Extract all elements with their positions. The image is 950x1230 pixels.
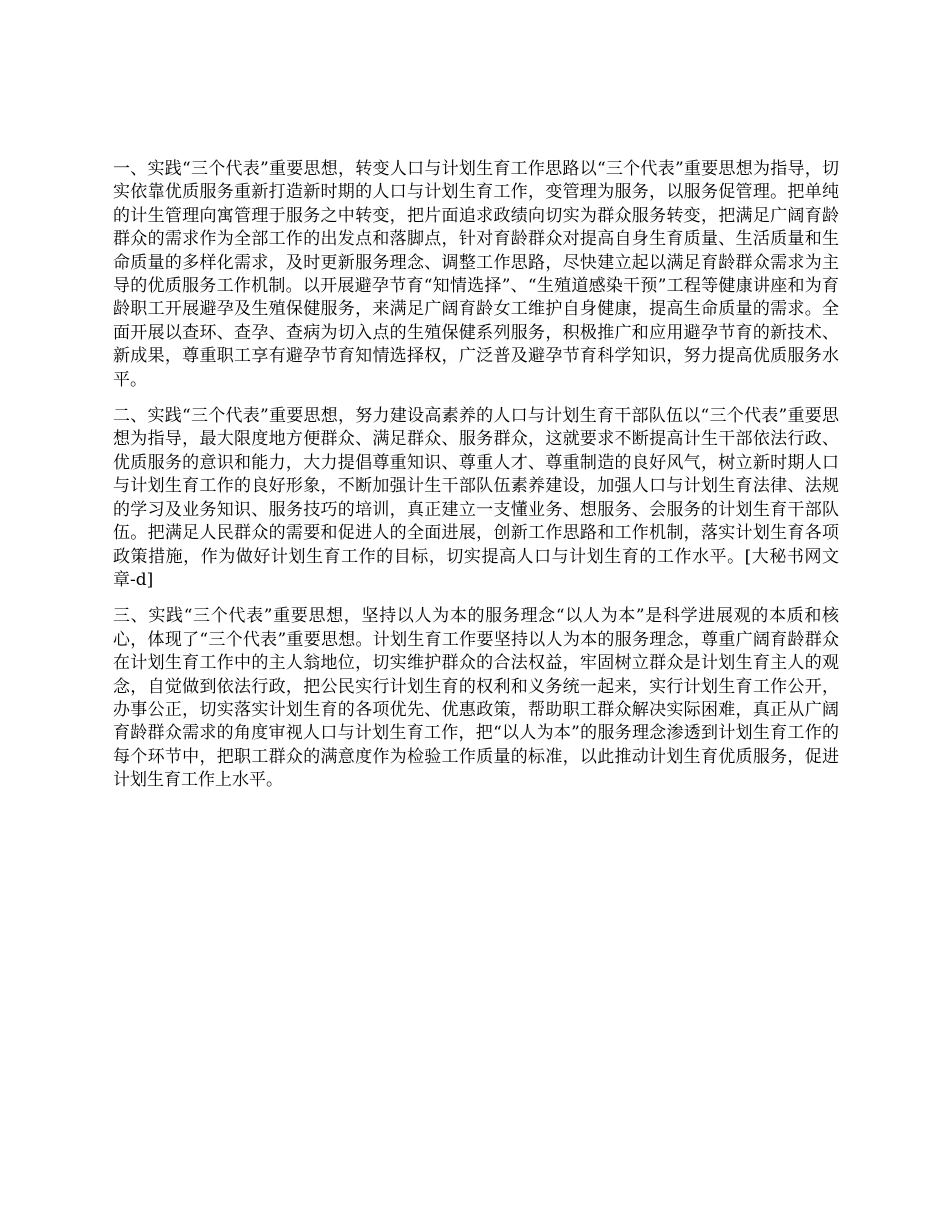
paragraph-3: 三、实践“三个代表”重要思想，坚持以人为本的服务理念“以人为本”是科学进展观的本质和核心，体现了“三个代表”重要思想。计划生育工作要坚持以人为本的服务理念，尊重广阔育龄群众在计划生育工作中的主人翁地位，切实维护群众的合法权益，牢固树立群众是计划生育主人的观念，自觉做到依法行政，把公民实行计划生育的权利和义务统一起来，实行计划生育工作公开，办事公正，切实落实计划生育的各项优先、优惠政策，帮助职工群众解决实际困难，真正从广阔育龄群众需求的角度审视人口与计划生育工作，把“以人为本”的服务理念渗透到计划生育工作的每个环节中，把职工群众的满意度作为检验工作质量的标准，以此推动计划生育优质服务，促进计划生育工作上水平。	[113, 606, 839, 791]
paragraph-2: 二、实践“三个代表”重要思想，努力建设高素养的人口与计划生育干部队伍以“三个代表”重要思想为指导，最大限度地方便群众、满足群众、服务群众，这就要求不断提高计生干部依法行政、优质服务的意识和能力，大力提倡尊重知识、尊重人才、尊重制造的良好风气，树立新时期人口与计划生育工作的良好形象，不断加强计生干部队伍素养建设，加强人口与计划生育法律、法规的学习及业务知识、服务技巧的培训，真正建立一支懂业务、想服务、会服务的计划生育干部队伍。把满足人民群众的需要和促进人的全面进展，创新工作思路和工作机制，落实计划生育各项政策措施，作为做好计划生育工作的目标，切实提高人口与计划生育的工作水平。[大秘书网文章-d]	[113, 406, 839, 590]
paragraph-1: 一、实践“三个代表”重要思想，转变人口与计划生育工作思路以“三个代表”重要思想为指导，切实依靠优质服务重新打造新时期的人口与计划生育工作，变管理为服务，以服务促管理。把单纯的计生管理向寓管理于服务之中转变，把片面追求政绩向切实为群众服务转变，把满足广阔育龄群众的需求作为全部工作的出发点和落脚点，针对育龄群众对提高自身生育质量、生活质量和生命质量的多样化需求，及时更新服务理念、调整工作思路，尽快建立起以满足育龄群众需求为主导的优质服务工作机制。以开展避孕节育“知情选择”、“生殖道感染干预”工程等健康讲座和为育龄职工开展避孕及生殖保健服务，来满足广阔育龄女工维护自身健康，提高生命质量的需求。全面开展以查环、查孕、查病为切入点的生殖保健系列服务，积极推广和应用避孕节育的新技术、新成果，尊重职工享有避孕节育知情选择权，广泛普及避孕节育科学知识，努力提高优质服务水平。	[113, 159, 839, 390]
document-body	[113, 158, 839, 806]
